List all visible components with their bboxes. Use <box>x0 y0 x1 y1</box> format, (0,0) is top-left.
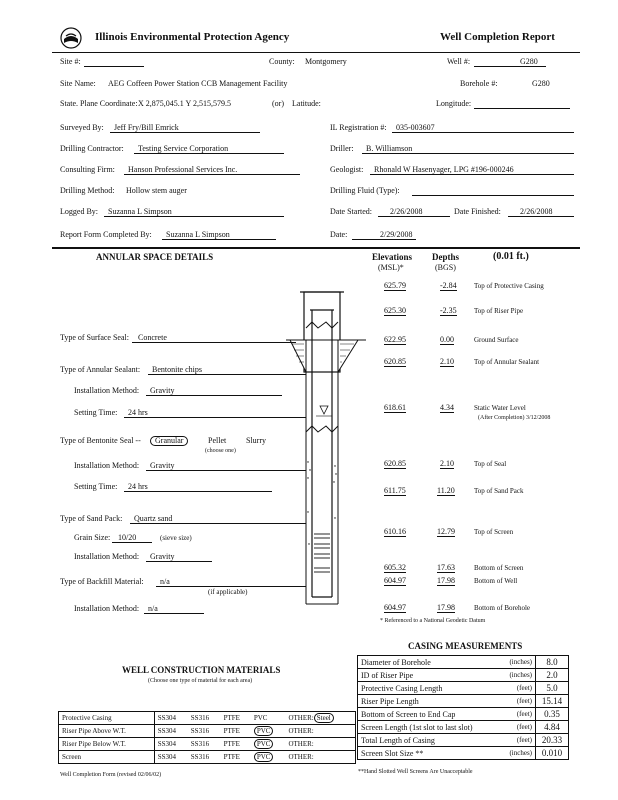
unit-heading: (0.01 ft.) <box>493 251 529 262</box>
longitude-line <box>474 108 570 109</box>
elevation-value[interactable]: 605.32 <box>384 563 406 572</box>
driller-line <box>362 153 574 154</box>
elevation-value[interactable]: 620.85 <box>384 459 406 468</box>
fluid-label: Drilling Fluid (Type): <box>330 186 400 195</box>
level-label: Top of Sand Pack <box>474 487 524 495</box>
well-no-value[interactable]: G280 <box>520 57 538 66</box>
materials-heading: WELL CONSTRUCTION MATERIALS <box>122 665 281 675</box>
material-pvc-selected[interactable]: PVC <box>254 739 274 749</box>
setting-time-value-2[interactable]: 24 hrs <box>128 482 148 491</box>
started-label: Date Started: <box>330 207 372 216</box>
casing-label: Total Length of Casing <box>358 734 501 747</box>
material-label: Protective Casing <box>59 712 155 725</box>
bentonite-seal-label: Type of Bentonite Seal -- <box>60 436 141 445</box>
elevation-value[interactable]: 610.16 <box>384 527 406 536</box>
driller-value[interactable]: B. Williamson <box>366 144 413 153</box>
reg-value[interactable]: 035-003607 <box>396 123 435 132</box>
setting-time-value-1[interactable]: 24 hrs <box>128 408 148 417</box>
depth-value[interactable]: 4.34 <box>440 403 454 412</box>
inst-method-label-3: Installation Method: <box>74 552 140 561</box>
geologist-value[interactable]: Rhonald W Hasenyager, LPG #196-000246 <box>374 165 514 174</box>
leader-sand <box>226 523 306 524</box>
site-name-value[interactable]: AEG Coffeen Power Station CCB Management Facility <box>108 79 288 88</box>
leader-backfill <box>282 586 306 587</box>
material-label: Riser Pipe Above W.T. <box>59 725 155 738</box>
depth-value[interactable]: -2.35 <box>440 306 457 315</box>
inst-method-value-3[interactable]: Gravity <box>150 552 175 561</box>
casing-label: Riser Pipe Length <box>358 695 501 708</box>
level-label: Bottom of Borehole <box>474 604 530 612</box>
material-other[interactable] <box>285 712 355 725</box>
materials-row <box>59 751 356 764</box>
casing-row <box>358 708 569 721</box>
depth-value[interactable]: 11.20 <box>437 486 455 495</box>
depths-heading: Depths <box>432 252 460 262</box>
county-value[interactable]: Montgomery <box>305 57 347 66</box>
iepa-logo-icon <box>60 27 82 49</box>
casing-label: ID of Riser Pipe <box>358 669 501 682</box>
level-label: Top of Screen <box>474 528 514 536</box>
logged-line <box>104 216 284 217</box>
elevation-value[interactable]: 625.30 <box>384 306 406 315</box>
site-no-label: Site #: <box>60 57 81 66</box>
geologist-label: Geologist: <box>330 165 364 174</box>
reg-line <box>392 132 574 133</box>
inst-method-value-1[interactable]: Gravity <box>150 386 175 395</box>
inst-method-line-2 <box>146 470 272 471</box>
protective-casing <box>304 292 340 372</box>
elevation-value[interactable]: 618.61 <box>384 403 406 412</box>
annular-heading: ANNULAR SPACE DETAILS <box>96 252 214 262</box>
contractor-value[interactable]: Testing Service Corporation <box>138 144 229 153</box>
level-label: Ground Surface <box>474 336 519 344</box>
materials-row <box>59 725 356 738</box>
if-applicable-note: (if applicable) <box>208 588 248 596</box>
firm-value[interactable]: Hanson Professional Services Inc. <box>128 165 238 174</box>
sand-pack-label: Type of Sand Pack: <box>60 514 123 523</box>
material-other-label: OTHER: <box>288 714 314 722</box>
logged-value[interactable]: Suzanna L Simpson <box>108 207 172 216</box>
materials-sub: (Choose one type of material for each area) <box>148 678 253 684</box>
level-label: Bottom of Screen <box>474 564 524 572</box>
date-value[interactable]: 2/29/2008 <box>380 230 413 239</box>
casing-row <box>358 656 569 669</box>
elevation-value[interactable]: 620.85 <box>384 357 406 366</box>
casing-unit: (feet) <box>500 721 535 734</box>
datum-note: * Referenced to a National Geodetic Datum <box>380 618 486 624</box>
firm-label: Consulting Firm: <box>60 165 115 174</box>
level-label: Top of Annular Sealant <box>474 358 540 366</box>
inst-method-line-3 <box>146 561 212 562</box>
surveyed-label: Surveyed By: <box>60 123 104 132</box>
material-ptfe[interactable]: PTFE <box>221 751 251 764</box>
leader-surface-seal <box>282 342 296 343</box>
casing-unit: (inches) <box>500 656 535 669</box>
surface-seal-line <box>132 342 282 343</box>
depth-value[interactable]: 12.79 <box>437 527 455 536</box>
state-plane-label: State. Plane Coordinate: <box>60 99 138 108</box>
material-ss304[interactable]: SS304 <box>154 725 188 738</box>
depth-value[interactable]: 0.00 <box>440 335 454 344</box>
material-ss304[interactable]: SS304 <box>154 738 188 751</box>
casing-value[interactable]: 0.010 <box>536 747 569 760</box>
completed-line <box>162 239 276 240</box>
geologist-line <box>370 174 574 175</box>
material-ss316[interactable]: SS316 <box>188 738 221 751</box>
started-value[interactable]: 2/26/2008 <box>390 207 423 216</box>
screen-slots <box>314 534 330 572</box>
well-no-line <box>474 66 546 67</box>
casing-row <box>358 721 569 734</box>
elevation-value[interactable]: 625.79 <box>384 281 406 290</box>
casing-label: Bottom of Screen to End Cap <box>358 708 501 721</box>
surveyed-line <box>110 132 260 133</box>
material-ss316[interactable]: SS316 <box>188 751 221 764</box>
setting-time-label-2: Setting Time: <box>74 482 118 491</box>
elevations-heading: Elevations <box>372 252 413 262</box>
inst-method-value-4[interactable]: n/a <box>148 604 158 613</box>
latitude-label: Latitude: <box>292 99 321 108</box>
depth-value[interactable]: 17.98 <box>437 603 455 612</box>
contractor-line <box>134 153 284 154</box>
completed-label: Report Form Completed By: <box>60 230 152 239</box>
material-ptfe[interactable]: PTFE <box>221 738 251 751</box>
casing-label: Screen Slot Size ** <box>358 747 501 760</box>
reg-label: IL Registration #: <box>330 123 387 132</box>
level-label: Bottom of Well <box>474 577 518 585</box>
depths-sub: (BGS) <box>435 263 456 272</box>
inst-method-line-4 <box>144 613 204 614</box>
inst-method-label-4: Installation Method: <box>74 604 140 613</box>
driller-label: Driller: <box>330 144 354 153</box>
elevation-value[interactable]: 604.97 <box>384 576 406 585</box>
material-other-value[interactable]: Steel <box>314 713 334 723</box>
materials-row <box>59 738 356 751</box>
surface-seal-label: Type of Surface Seal: <box>60 333 129 342</box>
state-plane-value[interactable]: X 2,875,045.1 Y 2,515,579.5 <box>138 99 231 108</box>
material-ss304[interactable]: SS304 <box>154 751 188 764</box>
firm-line <box>124 174 300 175</box>
material-other[interactable]: OTHER: <box>285 725 355 738</box>
material-pvc-selected[interactable]: PVC <box>254 726 274 736</box>
casing-value[interactable]: 5.0 <box>536 682 569 695</box>
finished-label: Date Finished: <box>454 207 501 216</box>
finished-line <box>508 216 574 217</box>
well-diagram <box>286 282 366 612</box>
material-pvc[interactable] <box>251 738 286 751</box>
material-other[interactable]: OTHER: <box>285 738 355 751</box>
or-label: (or) <box>272 99 284 108</box>
inst-method-label-2: Installation Method: <box>74 461 140 470</box>
sieve-size-note: (sieve size) <box>160 534 192 542</box>
backfill-value[interactable]: n/a <box>160 577 170 586</box>
finished-value[interactable]: 2/26/2008 <box>520 207 553 216</box>
method-label: Drilling Method: <box>60 186 115 195</box>
depth-value[interactable]: 17.98 <box>437 576 455 585</box>
level-label: Top of Protective Casing <box>474 282 544 290</box>
casing-label: Protective Casing Length <box>358 682 501 695</box>
surveyed-value[interactable]: Jeff Fry/Bill Emrick <box>114 123 179 132</box>
casing-value[interactable]: 15.14 <box>536 695 569 708</box>
backfill-label: Type of Backfill Material: <box>60 577 144 586</box>
casing-row <box>358 695 569 708</box>
contractor-label: Drilling Contractor: <box>60 144 124 153</box>
completed-value[interactable]: Suzanna L Simpson <box>166 230 230 239</box>
elevation-value[interactable]: 611.75 <box>384 486 406 495</box>
casing-unit: (inches) <box>500 747 535 760</box>
logged-label: Logged By: <box>60 207 98 216</box>
form-id: Well Completion Form (revised 02/06/02) <box>60 772 162 778</box>
depth-value[interactable]: 17.63 <box>437 563 455 572</box>
well-no-label: Well #: <box>447 57 471 66</box>
date-label: Date: <box>330 230 348 239</box>
level-label: Top of Seal <box>474 460 507 468</box>
casing-label: Screen Length (1st slot to last slot) <box>358 721 501 734</box>
material-ss316[interactable]: SS316 <box>188 725 221 738</box>
level-label: Static Water Level <box>474 404 526 412</box>
depth-value[interactable]: 2.10 <box>440 357 454 366</box>
borehole-value[interactable]: G280 <box>532 79 550 88</box>
water-level-icon <box>320 406 328 414</box>
surface-seal-value[interactable]: Concrete <box>138 333 167 342</box>
site-name-label: Site Name: <box>60 79 96 88</box>
casing-value[interactable]: 4.84 <box>536 721 569 734</box>
agency-name: Illinois Environmental Protection Agency <box>95 31 290 43</box>
grain-size-value[interactable]: 10/20 <box>118 533 137 542</box>
material-pvc[interactable] <box>251 751 286 764</box>
borehole-label: Borehole #: <box>460 79 498 88</box>
casing-row <box>358 747 569 760</box>
section-divider <box>52 247 580 249</box>
method-value[interactable]: Hollow stem auger <box>126 186 187 195</box>
annular-sealant-label: Type of Annular Sealant: <box>60 365 141 374</box>
casing-unit: (feet) <box>500 708 535 721</box>
longitude-label: Longitude: <box>436 99 472 108</box>
setting-time-line-1 <box>124 417 282 418</box>
backfill-line <box>156 586 282 587</box>
annular-sealant-line <box>148 374 282 375</box>
material-label: Screen <box>59 751 155 764</box>
fluid-line <box>412 195 574 196</box>
casing-footnote: **Hand Slotted Well Screens Are Unacceptable <box>358 769 473 775</box>
inst-method-label-1: Installation Method: <box>74 386 140 395</box>
material-label: Riser Pipe Below W.T. <box>59 738 155 751</box>
casing-unit: (feet) <box>500 695 535 708</box>
sand-pack-value[interactable]: Quartz sand <box>134 514 173 523</box>
elevations-sub: (MSL)* <box>378 263 404 272</box>
bentonite-slurry[interactable]: Slurry <box>246 436 266 445</box>
materials-table <box>58 711 356 764</box>
casing-value[interactable]: 20.33 <box>536 734 569 747</box>
sand-pack-line <box>130 523 226 524</box>
casing-value[interactable]: 0.35 <box>536 708 569 721</box>
material-pvc-selected[interactable]: PVC <box>254 752 274 762</box>
grain-size-line <box>112 542 152 543</box>
material-other[interactable]: OTHER: <box>285 751 355 764</box>
bentonite-pellet[interactable]: Pellet <box>208 436 227 445</box>
report-title: Well Completion Report <box>440 31 555 43</box>
casing-row <box>358 682 569 695</box>
level-note: (After Completion) 3/12/2008 <box>478 415 551 421</box>
choose-one-note: (choose one) <box>205 448 236 454</box>
level-label: Top of Riser Pipe <box>474 307 524 315</box>
material-ss304[interactable]: SS304 <box>154 712 188 725</box>
casing-row <box>358 669 569 682</box>
casing-row <box>358 734 569 747</box>
depth-value[interactable]: 2.10 <box>440 459 454 468</box>
material-pvc[interactable]: PVC <box>251 712 286 725</box>
elevation-value[interactable]: 604.97 <box>384 603 406 612</box>
leader-setting <box>282 417 306 418</box>
elevation-value[interactable]: 622.95 <box>384 335 406 344</box>
casing-heading: CASING MEASUREMENTS <box>408 641 523 651</box>
grain-size-label: Grain Size: <box>74 533 111 542</box>
inst-method-value-2[interactable]: Gravity <box>150 461 175 470</box>
casing-value[interactable]: 2.0 <box>536 669 569 682</box>
inst-method-line-1 <box>146 395 282 396</box>
casing-unit: (feet) <box>500 734 535 747</box>
started-line <box>378 216 450 217</box>
casing-unit: (inches) <box>500 669 535 682</box>
setting-time-line-2 <box>124 491 272 492</box>
casing-unit: (feet) <box>500 682 535 695</box>
county-label: County: <box>269 57 295 66</box>
material-ss316[interactable]: SS316 <box>188 712 221 725</box>
annular-sealant-value[interactable]: Bentonite chips <box>152 365 202 374</box>
bentonite-granular[interactable]: Granular <box>150 436 188 446</box>
casing-label: Diameter of Borehole <box>358 656 501 669</box>
material-pvc[interactable] <box>251 725 286 738</box>
leader-annular <box>282 374 306 375</box>
date-line <box>352 239 416 240</box>
material-ptfe[interactable]: PTFE <box>221 725 251 738</box>
depth-value[interactable]: -2.84 <box>440 281 457 290</box>
site-no-line <box>84 66 144 67</box>
casing-table <box>357 655 569 760</box>
materials-row <box>59 712 356 725</box>
casing-value[interactable]: 8.0 <box>536 656 569 669</box>
material-ptfe[interactable]: PTFE <box>221 712 251 725</box>
setting-time-label-1: Setting Time: <box>74 408 118 417</box>
leader-bentonite <box>272 470 306 471</box>
